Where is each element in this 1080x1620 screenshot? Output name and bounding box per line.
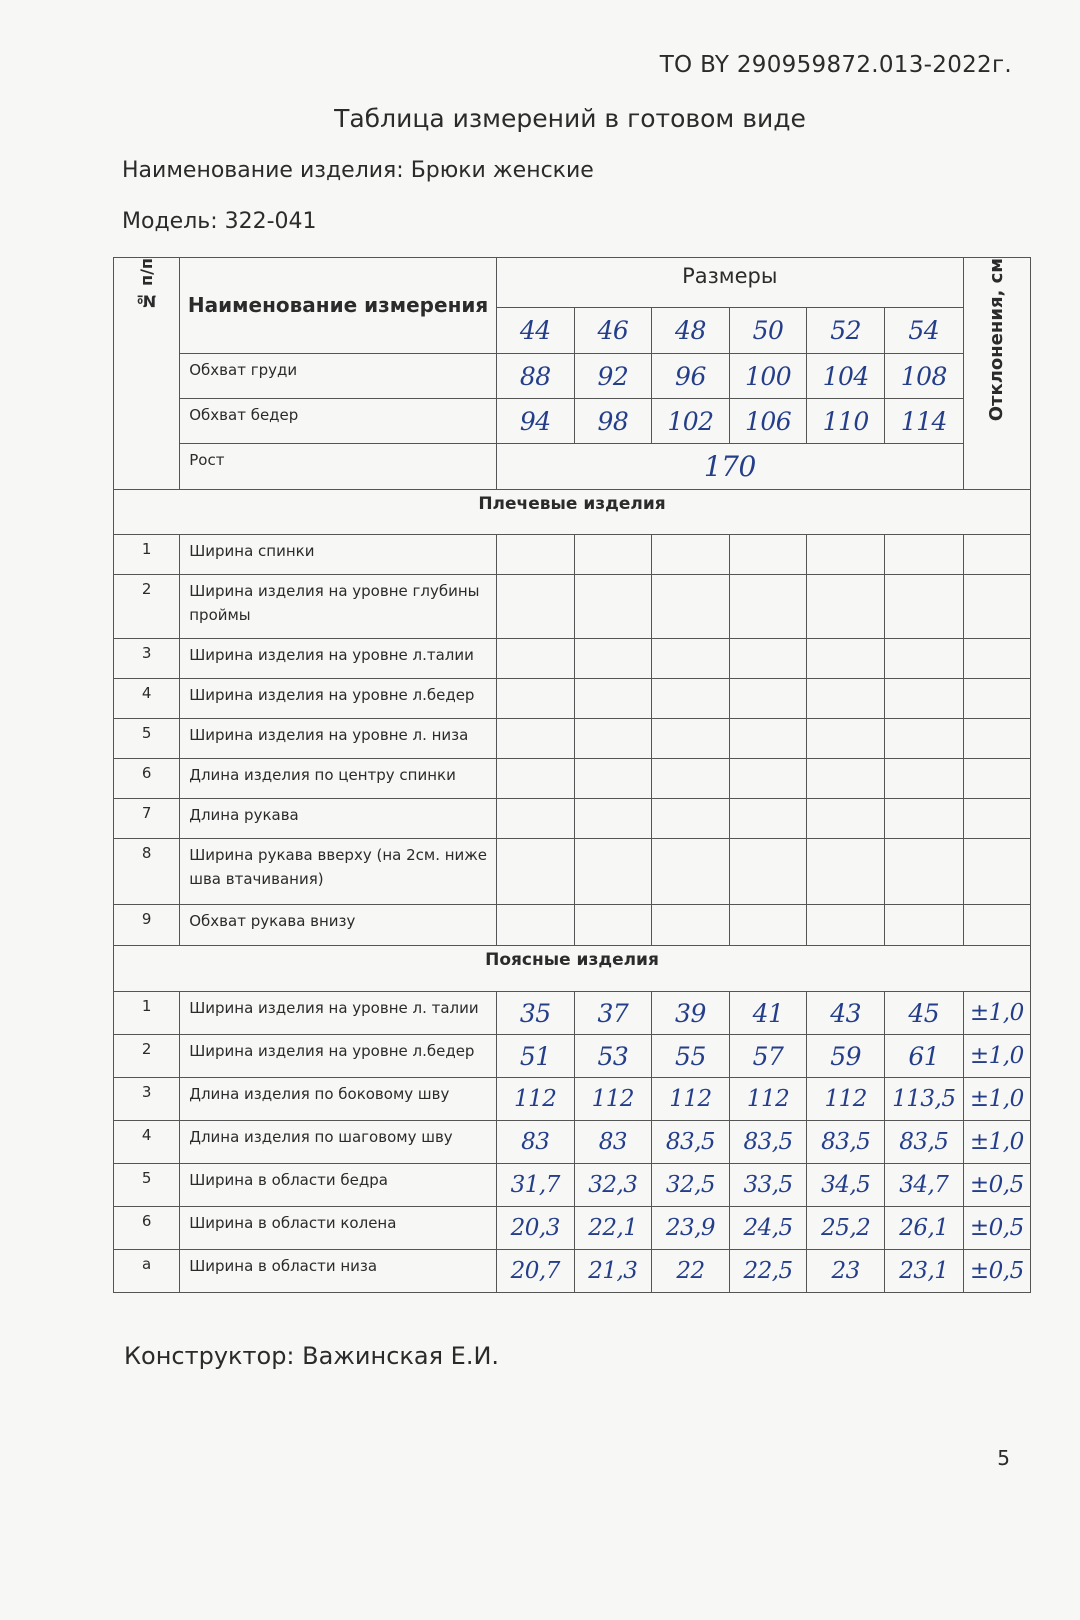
document-title: Таблица измерений в готовом виде [334,104,806,133]
table-row [114,1207,1031,1250]
value-cell: 53 [574,1035,652,1078]
table-row-height [114,444,1031,490]
row-label: Обхват бедер [180,399,497,444]
value-cell: 102 [652,399,730,444]
size-50: 50 [729,308,807,354]
row-number: 6 [114,759,180,799]
height-value: 170 [496,444,963,490]
row-label: Длина изделия по шаговому шву [180,1121,497,1164]
table-row-chest [114,354,1031,399]
row-number: а [114,1250,180,1293]
table-row [114,992,1031,1035]
value-cell: 98 [574,399,652,444]
row-label: Ширина в области колена [180,1207,497,1250]
value-cell: 112 [496,1078,574,1121]
value-cell: 24,5 [729,1207,807,1250]
value-cell: 39 [652,992,730,1035]
size-44: 44 [496,308,574,354]
table-row-hips [114,399,1031,444]
value-cell: 96 [652,354,730,399]
deviation-cell: ±1,0 [963,992,1030,1035]
row-label: Ширина в области низа [180,1250,497,1293]
document-code: ТО BY 290959872.013-2022г. [659,52,1012,78]
row-label: Ширина изделия на уровне л. талии [180,992,497,1035]
row-number: 5 [114,719,180,759]
value-cell: 108 [884,354,963,399]
row-label: Обхват груди [180,354,497,399]
value-cell: 106 [729,399,807,444]
value-cell: 112 [652,1078,730,1121]
value-cell: 32,5 [652,1164,730,1207]
value-cell: 20,7 [496,1250,574,1293]
value-cell: 61 [884,1035,963,1078]
value-cell: 113,5 [884,1078,963,1121]
value-cell: 110 [807,399,885,444]
column-header-number: № п/п [114,258,180,490]
value-cell: 100 [729,354,807,399]
row-number: 3 [114,1078,180,1121]
value-cell: 92 [574,354,652,399]
row-number: 9 [114,905,180,946]
row-number: 6 [114,1207,180,1250]
row-number: 4 [114,679,180,719]
row-number: 4 [114,1121,180,1164]
value-cell: 33,5 [729,1164,807,1207]
value-cell: 22 [652,1250,730,1293]
row-label: Ширина изделия на уровне глубины проймы [180,575,497,639]
size-52: 52 [807,308,885,354]
page-number: 5 [997,1446,1010,1470]
row-label: Длина изделия по центру спинки [180,759,497,799]
value-cell: 25,2 [807,1207,885,1250]
value-cell: 112 [729,1078,807,1121]
size-46: 46 [574,308,652,354]
value-cell: 112 [807,1078,885,1121]
row-label: Ширина изделия на уровне л.талии [180,639,497,679]
row-label: Длина изделия по боковому шву [180,1078,497,1121]
row-label: Ширина изделия на уровне л.бедер [180,679,497,719]
constructor-signature-line: Конструктор: Важинская Е.И. [124,1342,500,1370]
value-cell: 112 [574,1078,652,1121]
deviation-cell: ±0,5 [963,1164,1030,1207]
table-row [114,575,1031,639]
value-cell: 41 [729,992,807,1035]
value-cell: 23,9 [652,1207,730,1250]
table-row [114,679,1031,719]
table-row [114,905,1031,946]
value-cell: 37 [574,992,652,1035]
table-row [114,839,1031,905]
table-row [114,719,1031,759]
deviation-cell: ±1,0 [963,1035,1030,1078]
value-cell: 114 [884,399,963,444]
size-54: 54 [884,308,963,354]
value-cell: 59 [807,1035,885,1078]
value-cell: 51 [496,1035,574,1078]
value-cell: 83,5 [729,1121,807,1164]
value-cell: 23 [807,1250,885,1293]
value-cell: 83,5 [884,1121,963,1164]
measurement-table [113,257,1031,1293]
value-cell: 21,3 [574,1250,652,1293]
row-number: 8 [114,839,180,905]
table-row [114,1250,1031,1293]
row-label: Ширина в области бедра [180,1164,497,1207]
row-label: Ширина спинки [180,535,497,575]
table-row [114,1078,1031,1121]
deviation-cell: ±0,5 [963,1207,1030,1250]
value-cell: 83 [574,1121,652,1164]
column-header-measurement-name: Наименование измерения [180,258,497,354]
deviation-cell: ±1,0 [963,1078,1030,1121]
value-cell: 35 [496,992,574,1035]
product-name: Наименование изделия: Брюки женские [122,158,594,183]
value-cell: 22,1 [574,1207,652,1250]
table-row [114,1035,1031,1078]
value-cell: 34,7 [884,1164,963,1207]
model-number: Модель: 322-041 [122,209,317,234]
size-48: 48 [652,308,730,354]
row-number: 5 [114,1164,180,1207]
value-cell: 23,1 [884,1250,963,1293]
value-cell: 22,5 [729,1250,807,1293]
row-number: 3 [114,639,180,679]
row-label: Обхват рукава внизу [180,905,497,946]
row-number: 2 [114,1035,180,1078]
value-cell: 83,5 [807,1121,885,1164]
value-cell: 83,5 [652,1121,730,1164]
value-cell: 20,3 [496,1207,574,1250]
section-header-shoulder: Плечевые изделия [114,490,1031,535]
row-label: Рост [180,444,497,490]
row-label: Длина рукава [180,799,497,839]
table-row [114,1121,1031,1164]
value-cell: 104 [807,354,885,399]
value-cell: 57 [729,1035,807,1078]
column-header-sizes: Размеры [496,258,963,308]
value-cell: 31,7 [496,1164,574,1207]
row-number: 1 [114,535,180,575]
row-label: Ширина изделия на уровне л. низа [180,719,497,759]
column-header-deviation: Отклонения, см [963,258,1030,490]
table-row [114,639,1031,679]
value-cell: 55 [652,1035,730,1078]
value-cell: 43 [807,992,885,1035]
value-cell: 26,1 [884,1207,963,1250]
table-row [114,535,1031,575]
table-row [114,799,1031,839]
value-cell: 34,5 [807,1164,885,1207]
value-cell: 94 [496,399,574,444]
deviation-cell: ±1,0 [963,1121,1030,1164]
table-row [114,1164,1031,1207]
section-header-waist: Поясные изделия [114,946,1031,992]
row-number: 1 [114,992,180,1035]
row-number: 7 [114,799,180,839]
row-label: Ширина изделия на уровне л.бедер [180,1035,497,1078]
deviation-cell: ±0,5 [963,1250,1030,1293]
value-cell: 32,3 [574,1164,652,1207]
value-cell: 83 [496,1121,574,1164]
value-cell: 45 [884,992,963,1035]
value-cell: 88 [496,354,574,399]
row-number: 2 [114,575,180,639]
row-label: Ширина рукава вверху (на 2см. ниже шва втачивания) [180,839,497,905]
table-row [114,759,1031,799]
